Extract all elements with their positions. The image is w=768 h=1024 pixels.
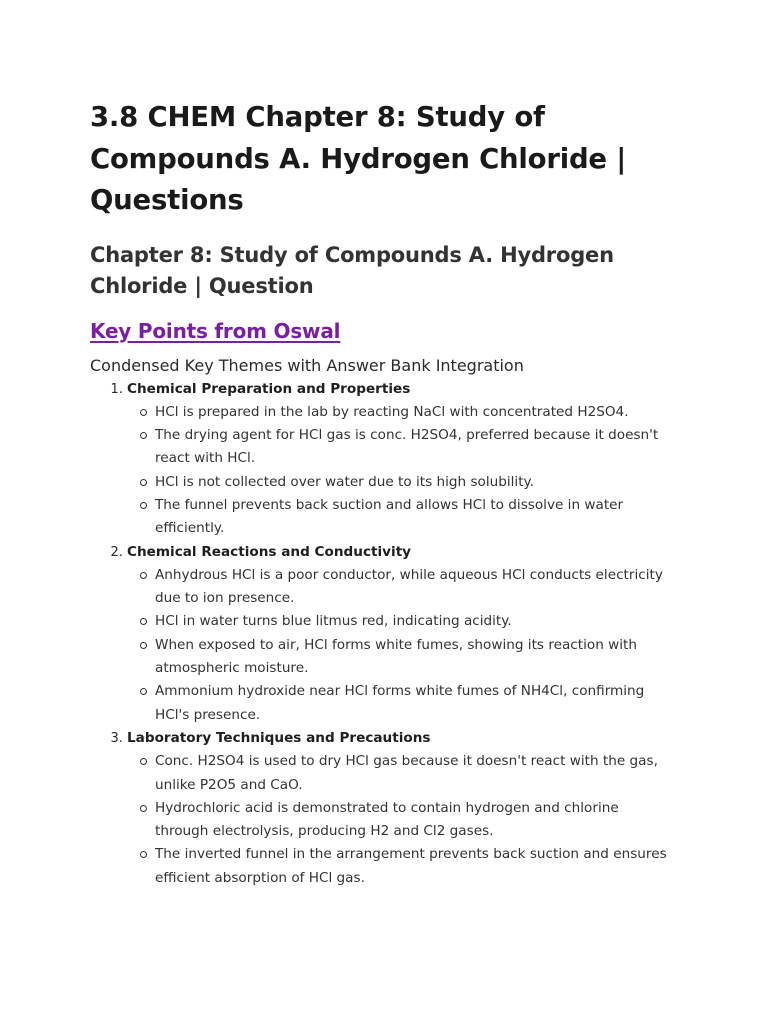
theme-point: Ammonium hydroxide near HCl forms white fumes of NH4Cl, confirming HCl's presence.: [155, 680, 672, 727]
theme-point: HCl is not collected over water due to its high solubility.: [155, 471, 672, 494]
theme-item: [127, 727, 672, 890]
theme-item: [127, 378, 672, 541]
theme-point: The inverted funnel in the arrangement prevents back suction and ensures efficient absorption of HCl gas.: [155, 843, 672, 890]
theme-item: [127, 541, 672, 727]
theme-title: Laboratory Techniques and Precautions: [127, 729, 431, 746]
theme-title: Chemical Reactions and Conductivity: [127, 543, 412, 560]
theme-point: HCl is prepared in the lab by reacting NaCl with concentrated H2SO4.: [155, 401, 672, 424]
theme-point: When exposed to air, HCl forms white fumes, showing its reaction with atmospheric moisture.: [155, 634, 672, 681]
theme-point: Hydrochloric acid is demonstrated to contain hydrogen and chlorine through electrolysis, producing H2 and Cl2 gases.: [155, 797, 672, 844]
theme-point: Conc. H2SO4 is used to dry HCl gas because it doesn't react with the gas, unlike P2O5 and CaO.: [155, 750, 672, 797]
theme-points-list: [127, 750, 672, 890]
key-points-heading: [90, 316, 672, 346]
key-points-link[interactable]: Key Points from Oswal: [90, 318, 341, 343]
theme-point: Anhydrous HCl is a poor conductor, while aqueous HCl conducts electricity due to ion presence.: [155, 564, 672, 611]
theme-points-list: [127, 401, 672, 541]
section-subheading: Condensed Key Themes with Answer Bank Integration: [90, 355, 524, 375]
themes-list: [90, 378, 672, 891]
theme-point: The drying agent for HCl gas is conc. H2SO4, preferred because it doesn't react with HCl.: [155, 424, 672, 471]
theme-title: Chemical Preparation and Properties: [127, 380, 411, 397]
page-subtitle: Chapter 8: Study of Compounds A. Hydrogen Chloride | Question: [90, 242, 614, 298]
theme-point: The funnel prevents back suction and allows HCl to dissolve in water efficiently.: [155, 494, 672, 541]
page-title: 3.8 CHEM Chapter 8: Study of Compounds A. Hydrogen Chloride | Questions: [90, 101, 627, 216]
theme-point: HCl in water turns blue litmus red, indicating acidity.: [155, 610, 672, 633]
theme-points-list: [127, 564, 672, 727]
